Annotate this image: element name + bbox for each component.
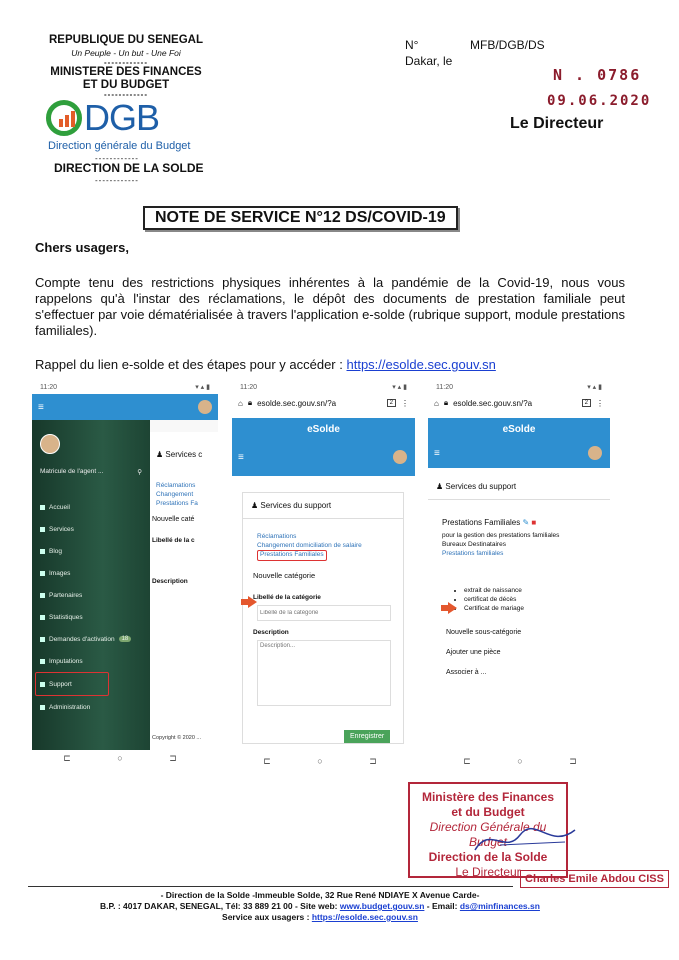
list-item: • certificat de décès <box>464 595 610 604</box>
documents-list <box>450 586 610 613</box>
search-icon[interactable]: ⚲ <box>137 469 142 476</box>
sidebar-item-imputations[interactable]: Imputations <box>32 650 150 672</box>
status-time: 11:20 <box>40 383 57 391</box>
sidebar-item-partenaires[interactable]: Partenaires <box>32 584 150 606</box>
sidebar-item-administration[interactable]: Administration <box>32 696 150 718</box>
back-button[interactable]: ⊐ <box>569 756 577 766</box>
user-icon: ♟ <box>251 501 259 510</box>
footer-contact: B.P. : 4017 DAKAR, SENEGAL, Tél: 33 889 21 00 - Site web: <box>100 901 338 911</box>
description-label: Description <box>253 628 289 636</box>
phone-icon <box>40 682 45 687</box>
ministry-line1: MINISTERE DES FINANCES <box>50 66 202 78</box>
footer-service-label: Service aux usagers : <box>222 912 310 922</box>
footer-address: - Direction de la Solde -Immeuble Solde, 32 Rue René NDIAYE X Avenue Carde- <box>160 890 480 900</box>
phone3-nav <box>440 756 600 767</box>
sidebar-item-statistiques[interactable]: Statistiques <box>32 606 150 628</box>
avatar[interactable] <box>393 450 407 464</box>
reference-no-value: MFB/DGB/DS <box>470 38 545 52</box>
description-input[interactable] <box>257 640 391 706</box>
link-reclamations[interactable]: Réclamations <box>257 533 297 540</box>
body-paragraph: Compte tenu des restrictions physiques inhérentes à la pandémie de la Covid-19, nous vous rappelons qu'à l'instar des réclamations, le dépôt des documents de prestation familiale peut s'effectuer par voie dématérialisée à travers l'application e-solde (rubrique support, module prestations familiales). <box>35 275 625 338</box>
dgb-logo <box>46 97 160 138</box>
arrow-pointer-icon <box>448 602 457 614</box>
greeting: Chers usagers, <box>35 240 129 255</box>
recent-apps-button[interactable]: ⊏ <box>263 756 271 766</box>
users-icon <box>40 593 45 598</box>
new-subcategory-link[interactable]: Nouvelle sous-catégorie <box>446 629 522 636</box>
stamp-date: 09.06.2020 <box>547 93 652 109</box>
avatar[interactable] <box>588 446 602 460</box>
sidebar-item-accueil[interactable]: Accueil <box>32 496 150 518</box>
grid-icon <box>40 527 45 532</box>
note-title: NOTE DE SERVICE N°12 DS/COVID-19 <box>143 206 458 230</box>
stamp-line4: Direction de la Solde <box>428 850 548 864</box>
phone-screenshot-2: 11:20 ▾ ▴ ▮ ⌂ 🔒︎ esolde.sec.gouv.sn/?a 2 ⋮ eSolde ≡ ♟ Services du support Réclamations Changement domiciliation de salaire Prestations Familiales Nouvelle catégorie Libellé de la catégorie Libellé de la catégorie Description Description... Enregistrer <box>232 380 415 750</box>
link-reclamations[interactable]: Réclamations <box>156 482 196 489</box>
stamp-line1: Ministère des Finances <box>421 790 555 804</box>
content-card <box>242 492 404 744</box>
phone-screenshot-3: 11:20 ▾ ▴ ▮ ⌂ 🔒︎ esolde.sec.gouv.sn/?a 2 ⋮ eSolde ≡ ♟ Services du support Prestations Familiales ✎ ■ pour la gestion des prestations familiales Bureaux Destinataires Prestations familiales • extrait de naissance • certificat de décès • Certificat de mariage Nouvelle sous-catégorie Ajouter une pièce Associer à ... <box>428 380 610 750</box>
menu-icon[interactable]: ≡ <box>434 448 440 459</box>
sidebar-item-services[interactable]: Services <box>32 518 150 540</box>
trash-icon[interactable]: ■ <box>531 518 537 527</box>
panel-title: Services du support <box>445 482 517 491</box>
users-icon <box>40 659 45 664</box>
section-heading: Prestations Familiales <box>442 518 521 527</box>
kebab-menu-icon[interactable]: ⋮ <box>401 398 409 408</box>
sidebar <box>32 420 150 750</box>
tabs-count[interactable]: 2 <box>387 399 396 407</box>
national-motto: Un Peuple - Un but - Une Foi <box>71 48 181 58</box>
app-header <box>232 418 415 476</box>
back-button[interactable]: ⊐ <box>369 756 377 766</box>
home-button[interactable]: ○ <box>317 756 323 766</box>
home-button[interactable]: ○ <box>517 756 523 766</box>
subtitle-bureaux: Bureaux Destinataires <box>442 541 506 548</box>
app-bar <box>32 394 218 420</box>
recent-apps-button[interactable]: ⊏ <box>463 756 471 766</box>
sidebar-item-support[interactable]: Support <box>35 672 109 696</box>
list-item: • extrait de naissance <box>464 586 610 595</box>
logo-ring-icon <box>46 100 82 136</box>
tabs-count[interactable]: 2 <box>582 399 591 407</box>
home-button[interactable]: ○ <box>117 753 123 763</box>
description-label: Description <box>152 578 188 585</box>
kebab-menu-icon[interactable]: ⋮ <box>596 398 604 408</box>
service-link[interactable]: https://esolde.sec.gouv.sn <box>311 912 418 922</box>
url-field[interactable]: esolde.sec.gouv.sn/?a <box>257 398 337 408</box>
letterhead: REPUBLIQUE DU SENEGAL Un Peuple - Un but - Une Foi ------------ MINISTERE DES FINANCES ET DU BUDGET ------------ <box>40 34 212 98</box>
gear-icon <box>40 705 45 710</box>
logo-text: DGB <box>84 97 160 138</box>
home-icon <box>40 505 45 510</box>
place-date-label: Dakar, le <box>405 54 453 68</box>
profile-avatar <box>40 434 60 454</box>
stamp-line3: Direction Générale du Budget <box>429 820 547 849</box>
url-field[interactable]: esolde.sec.gouv.sn/?a <box>453 398 533 408</box>
subtitle-prestations[interactable]: Prestations familiales <box>442 550 504 557</box>
app-header <box>428 418 610 468</box>
esolde-link[interactable]: https://esolde.sec.gouv.sn <box>346 357 496 372</box>
new-category: Nouvelle caté <box>152 516 195 523</box>
lock-icon: 🔒︎ <box>443 398 449 407</box>
sidebar-item-blog[interactable]: Blog <box>32 540 150 562</box>
phone-screenshot-1: 11:20 ▾ ▴ ▮ ≡ Matricule de l'agent ... ⚲ Accueil Services Blog Images Partenaires Statistiques Demandes d'activation 18 Imputations Support Administration ♟ Services c Réclamations Changement Prestations Fa Nouvelle caté Libellé de la c Description Copyright © 2020 ... <box>32 380 218 750</box>
back-button[interactable]: ⊐ <box>169 753 177 763</box>
user-icon: ♟ <box>436 482 444 491</box>
blog-icon <box>40 549 45 554</box>
link-prestations[interactable]: Prestations Fa <box>156 500 198 507</box>
signatory-name-stamp: Charles Emile Abdou CISS <box>520 870 669 888</box>
logo-caption: Direction générale du Budget <box>48 140 191 152</box>
new-category: Nouvelle catégorie <box>253 570 316 580</box>
user-icon: ♟ <box>156 450 164 459</box>
copyright: Copyright © 2020 ... <box>152 735 201 741</box>
home-icon[interactable]: ⌂ <box>238 398 243 408</box>
check-icon <box>40 637 45 642</box>
sidebar-item-images[interactable]: Images <box>32 562 150 584</box>
link-line <box>35 357 496 372</box>
signature-scribble <box>470 820 580 860</box>
recent-apps-button[interactable]: ⊏ <box>63 753 71 763</box>
email-link[interactable]: ds@minfinances.sn <box>459 901 540 911</box>
status-time: 11:20 <box>240 383 257 391</box>
stamp-number: N . 0786 <box>553 66 642 84</box>
status-time: 11:20 <box>436 383 453 391</box>
signature-icon <box>470 820 580 860</box>
panel-title: Services c <box>165 450 203 459</box>
direction-name: DIRECTION DE LA SOLDE <box>54 161 204 175</box>
panel-title: Services du support <box>260 501 332 510</box>
save-button[interactable]: Enregistrer <box>344 730 390 743</box>
browser-bar <box>428 394 610 412</box>
phone2-nav <box>240 756 400 767</box>
menu-icon[interactable]: ≡ <box>38 401 44 413</box>
footer: - Direction de la Solde -Immeuble Solde, 32 Rue René NDIAYE X Avenue Carde- B.P. : 4017 DAKAR, SENEGAL, Tél: 33 889 21 00 - Site web: www.budget.gouv.sn - Email: ds@minfinances.sn Service aux usagers : https://esolde.sec.gouv.sn <box>60 890 580 923</box>
libelle-label: Libellé de la c <box>152 537 195 544</box>
list-item: • Certificat de mariage <box>464 604 610 613</box>
arrow-pointer-icon <box>248 596 257 608</box>
libelle-input[interactable] <box>257 605 391 621</box>
main-panel <box>150 432 218 750</box>
link-changement[interactable]: Changement <box>156 491 194 498</box>
agent-search-input[interactable]: Matricule de l'agent ... <box>40 468 104 475</box>
website-link[interactable]: www.budget.gouv.sn <box>339 901 425 911</box>
stamp-line2: et du Budget <box>451 805 525 819</box>
ministry-line2: ET DU BUDGET <box>82 79 170 91</box>
phone1-nav <box>40 753 200 764</box>
country-name: REPUBLIQUE DU SENEGAL <box>49 34 203 46</box>
associate-link[interactable]: Associer à ... <box>446 669 487 676</box>
edit-icon[interactable]: ✎ <box>522 518 530 527</box>
link-prestations-familiales[interactable]: Prestations Familiales <box>257 550 327 561</box>
home-icon[interactable]: ⌂ <box>434 398 439 408</box>
browser-bar <box>232 394 415 412</box>
add-piece-link[interactable]: Ajouter une pièce <box>446 649 501 656</box>
reference-no-label: N° <box>405 38 419 52</box>
lock-icon: 🔒︎ <box>247 398 253 407</box>
signatory-title: Le Directeur <box>510 115 604 132</box>
subtitle-gestion: pour la gestion des prestations familiales <box>442 532 560 539</box>
menu-icon[interactable]: ≡ <box>238 452 244 463</box>
stamp-line5: Le Directeur <box>455 865 521 879</box>
chart-icon <box>40 615 45 620</box>
libelle-label: Libellé de la catégorie <box>253 593 321 601</box>
link-intro: Rappel du lien e-solde et des étapes pour y accéder : <box>35 357 343 372</box>
avatar[interactable] <box>198 400 212 414</box>
link-changement[interactable]: Changement domiciliation de salaire <box>257 541 362 549</box>
count-badge: 18 <box>119 636 132 642</box>
sidebar-item-demandes[interactable]: Demandes d'activation 18 <box>32 628 150 650</box>
app-title: eSolde <box>307 424 340 435</box>
app-title: eSolde <box>502 424 536 435</box>
image-icon <box>40 571 45 576</box>
